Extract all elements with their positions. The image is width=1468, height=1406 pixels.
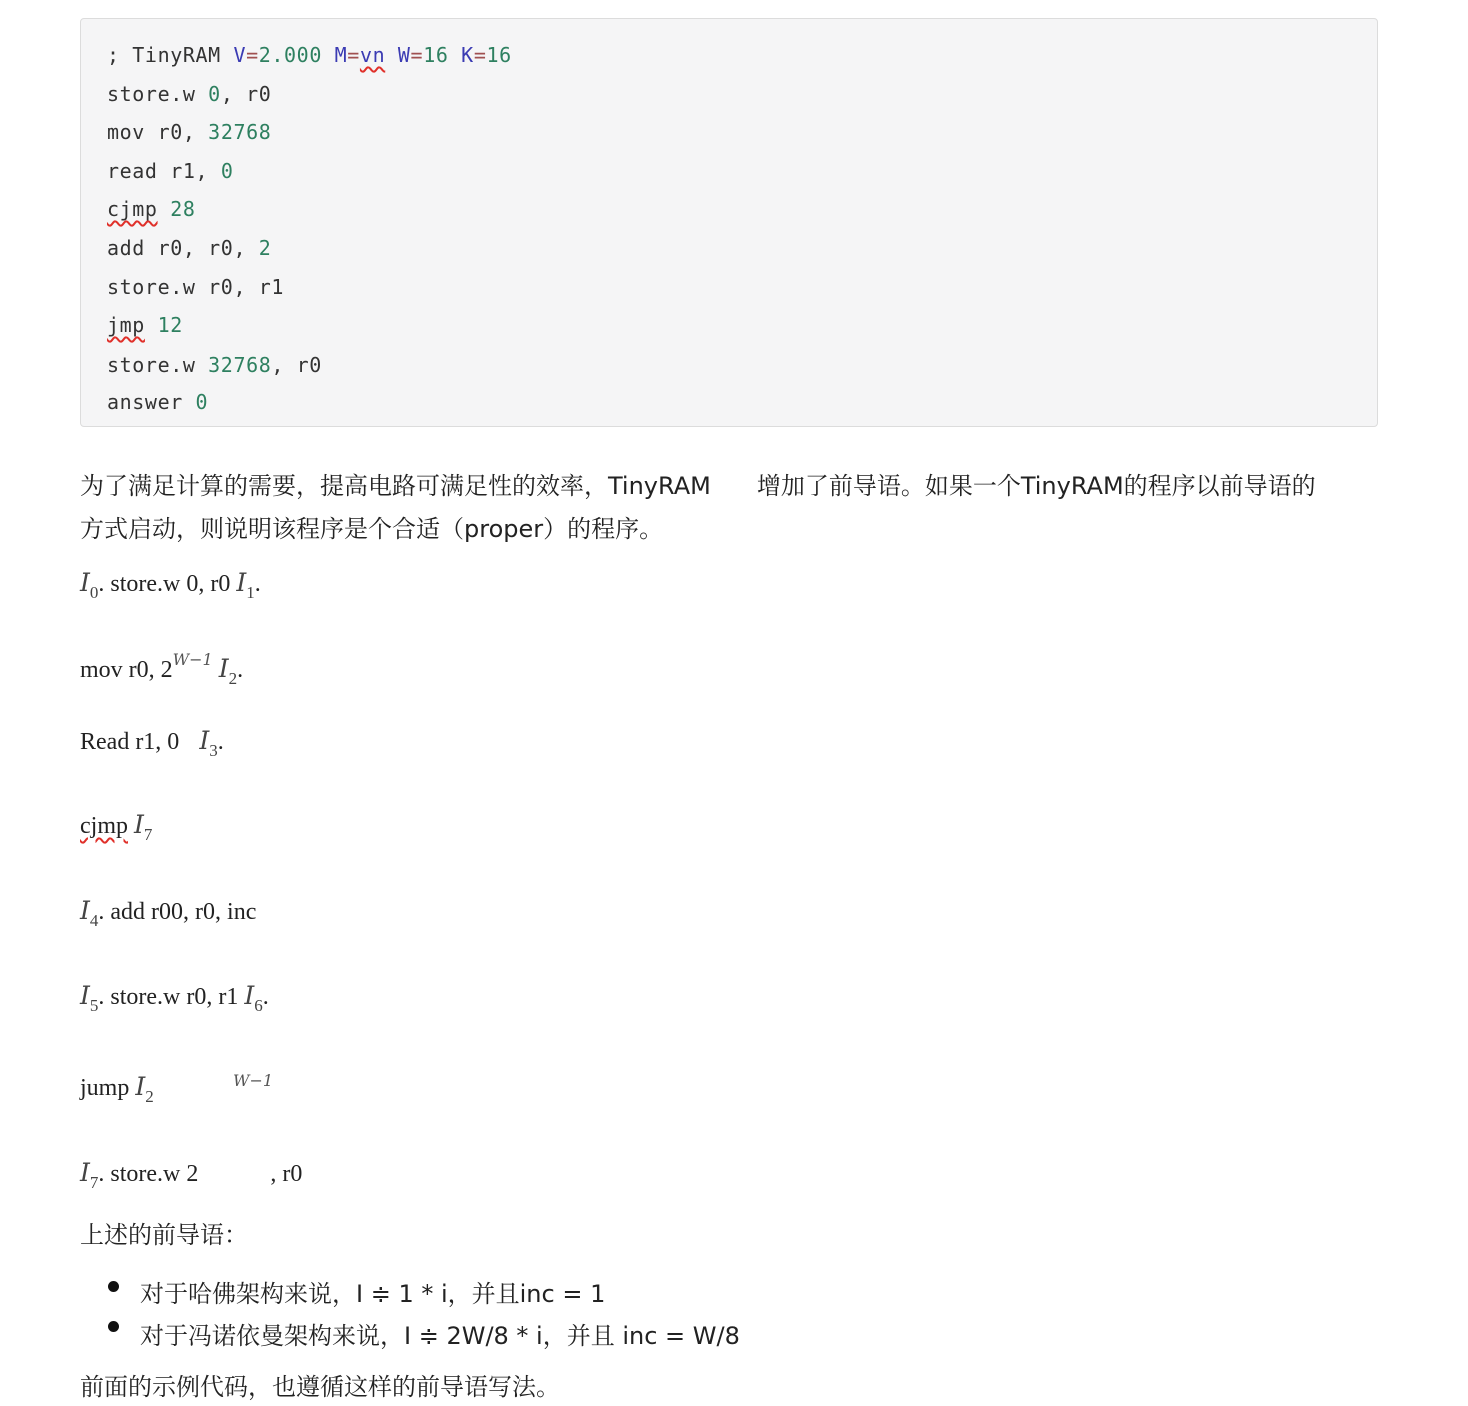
code-opcode: answer [107, 390, 183, 414]
code-line [107, 82, 271, 106]
code-operand: , [220, 82, 247, 106]
code-number: 0 [208, 82, 221, 106]
prologue-line-1: mov r0, $2^{W-1}$ $I_2$. [80, 650, 244, 688]
prologue-line-5: $I_5$. store.w r0, r1 $I_6$. [80, 981, 269, 1015]
bullet-dot [108, 1281, 119, 1292]
prologue-line-6: jump $I_2$ [80, 1072, 154, 1106]
code-line [107, 275, 284, 299]
bullet-item: 对于哈佛架构来说，I ≑ 1 * i，并且inc = 1 [140, 1280, 606, 1308]
code-line [107, 236, 271, 260]
bullet-item: 对于冯诺依曼架构来说，I ≑ 2W/8 * i，并且 inc = W/8 [140, 1322, 740, 1350]
code-opcode: store.w [107, 82, 196, 106]
footer-note: 前面的示例代码，也遵循这样的前导语写法。 [80, 1373, 560, 1401]
param-value: 16 [486, 43, 512, 67]
intro-line-2: 方式启动，则说明该程序是个合适（proper）的程序。 [80, 515, 664, 543]
code-opcode: mov [107, 120, 145, 144]
code-opcode: cjmp [107, 197, 158, 221]
code-line [107, 120, 271, 144]
code-opcode: store.w [107, 353, 196, 377]
prologue-line-4: $I_4$. add r00, r0, inc [80, 896, 257, 930]
floating-superscript: W−1 [233, 1071, 274, 1090]
code-number: 12 [157, 313, 183, 337]
code-block [80, 18, 1378, 427]
code-operand: r0, r0, [157, 236, 259, 260]
code-line [107, 197, 196, 221]
code-operand: r1, [170, 159, 221, 183]
prologue-line-0: $I_0$. store.w 0, r0 $I_1$. [80, 568, 261, 602]
code-opcode: jmp [107, 313, 145, 337]
bullet-dot [108, 1321, 119, 1332]
param-value: vn [359, 43, 386, 67]
code-number: 28 [170, 197, 196, 221]
code-opcode: read [107, 159, 158, 183]
code-line [107, 390, 208, 414]
code-line [107, 159, 233, 183]
code-line [107, 313, 183, 337]
code-opcode: add [107, 236, 145, 260]
code-operand: , r0 [271, 353, 322, 377]
code-header-line: ; TinyRAM V=2.000 M=vn W=16 K=16 [107, 43, 512, 67]
code-number: 32768 [208, 120, 272, 144]
code-operand: r0, [157, 120, 209, 144]
code-number: 2 [258, 236, 272, 260]
param-key: M [334, 43, 348, 67]
intro-line-1 [80, 466, 1316, 501]
code-line [107, 353, 322, 377]
param-value: 2.000 [258, 43, 322, 67]
prologue-line-2: Read r1, 0 $I_3$. [80, 726, 224, 760]
intro-text-b: 增加了前导语。如果一个TinyRAM的程序以前导语的 [756, 472, 1316, 500]
prologue-line-3: cjmp $I_7$ [80, 810, 153, 844]
prologue-line-7: $I_7$. store.w 2 , r0 [80, 1158, 303, 1192]
code-opcode: store.w [107, 275, 196, 299]
param-key: W [397, 43, 411, 67]
code-number: 0 [220, 159, 234, 183]
code-number: 32768 [208, 353, 272, 377]
code-operand: r0, r1 [208, 275, 285, 299]
param-value: 16 [423, 43, 449, 67]
param-key: V [233, 43, 247, 67]
summary-heading: 上述的前导语： [80, 1221, 248, 1249]
intro-text-a: 为了满足计算的需要，提高电路可满足性的效率，TinyRAM [80, 472, 711, 500]
code-number: 0 [195, 390, 209, 414]
code-comment: ; TinyRAM [107, 43, 221, 67]
code-operand: r0 [246, 82, 272, 106]
param-key: K [461, 43, 474, 67]
